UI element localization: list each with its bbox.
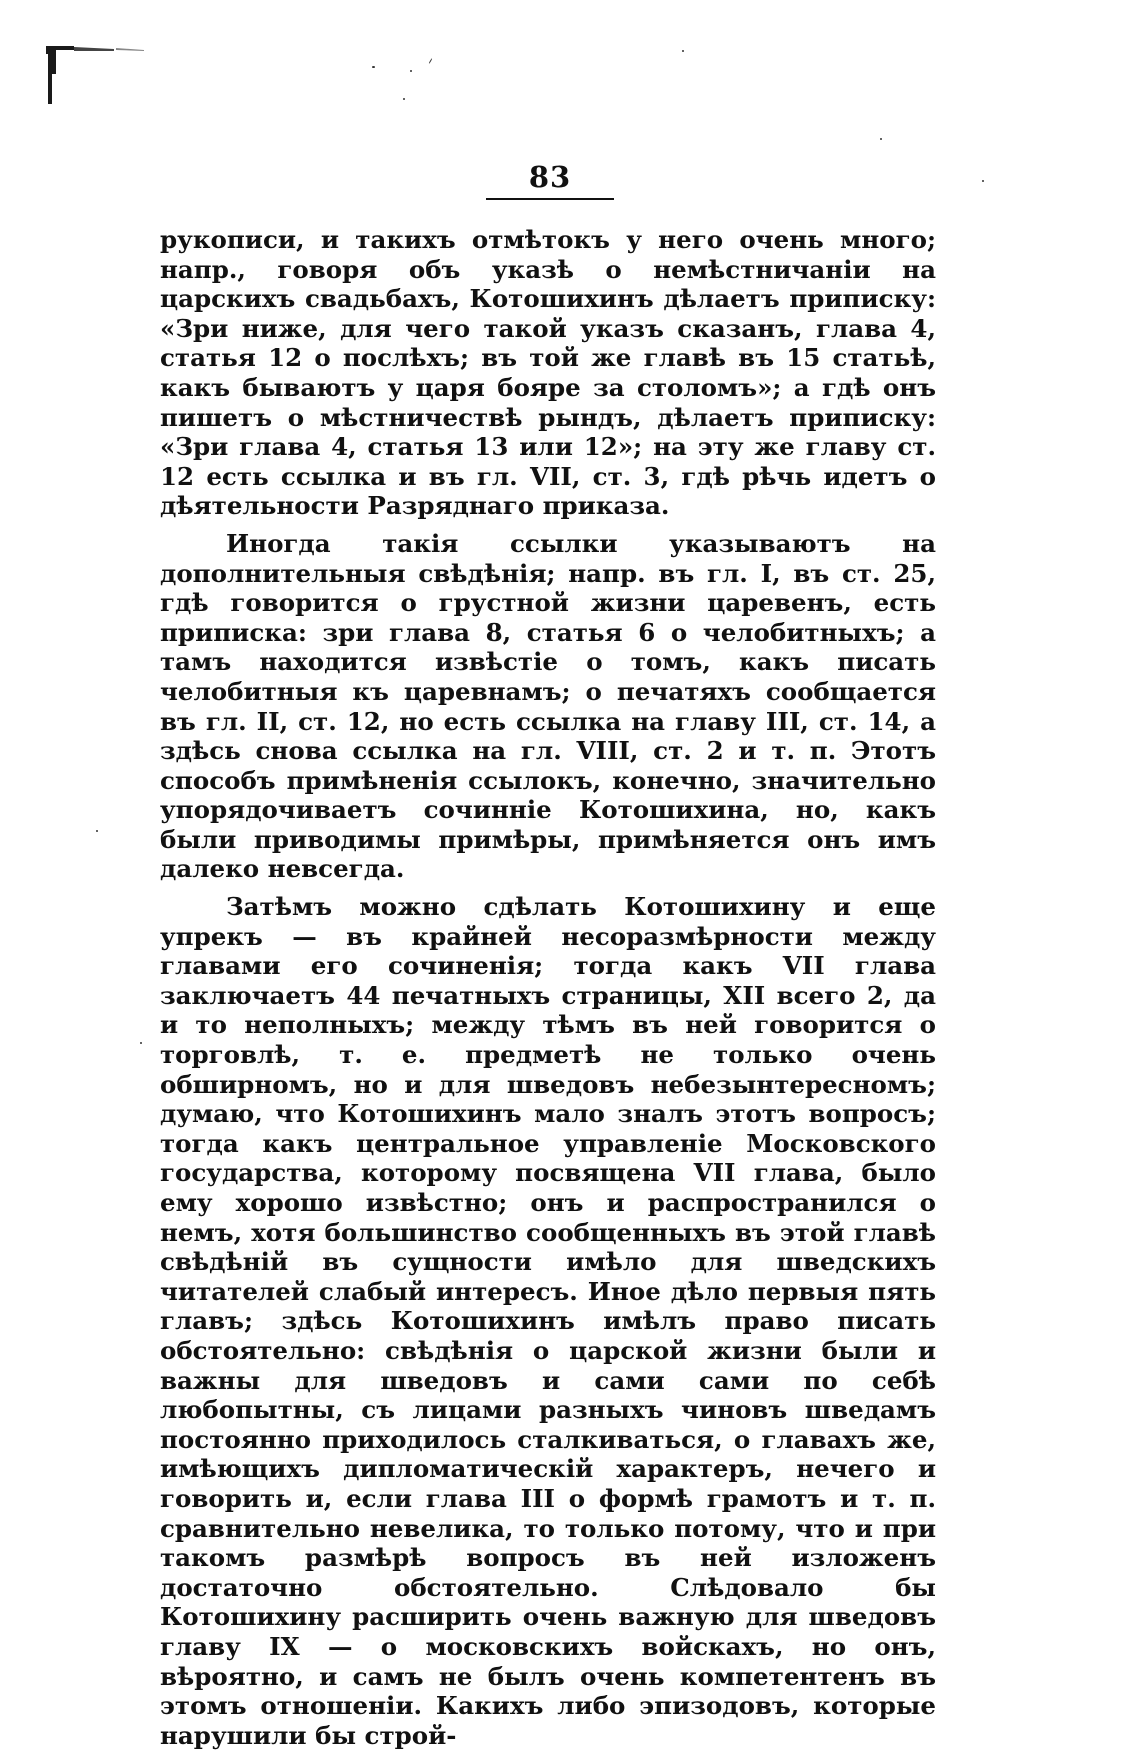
- scan-speck: [96, 830, 98, 832]
- page-number: 83: [486, 160, 614, 200]
- paragraph: рукописи, и такихъ отмѣтокъ у него очень много; напр., говоря объ указѣ о немѣстничаніи на царскихъ свадьбахъ, Котошихинъ дѣлаетъ приписку: «Зри ниже, для чего такой указъ сказанъ, глава 4, статья 12 о послѣхъ; въ той же главѣ въ 15 статьѣ, какъ бываютъ у царя бояре за столомъ»; а гдѣ онъ пишетъ о мѣстничествѣ рындъ, дѣлаетъ приписку: «Зри глава 4, статья 13 или 12»; на эту же главу ст. 12 есть ссылка и въ гл. VII, ст. 3, гдѣ рѣчь идетъ о дѣятельности Разряднаго приказа.: [160, 225, 936, 521]
- scan-edge-mark: [44, 44, 154, 114]
- paragraph: Затѣмъ можно сдѣлать Котошихину и еще упрекъ — въ крайней несоразмѣрности между главами его сочиненія; тогда какъ VII глава заключаетъ 44 печатныхъ страницы, XII всего 2, да и то неполныхъ; между тѣмъ въ ней говорится о торговлѣ, т. е. предметѣ не только очень обширномъ, но и для шведовъ небезынтересномъ; думаю, что Котошихинъ мало зналъ этотъ вопросъ; тогда какъ центральное управленіе Московского государства, которому посвящена VII глава, было ему хорошо извѣстно; онъ и распространился о немъ, хотя большинство сообщенныхъ въ этой главѣ свѣдѣній въ сущности имѣло для шведскихъ читателей слабый интересъ. Иное дѣло первыя пять главъ; здѣсь Котошихинъ имѣлъ право писать обстоятельно: свѣдѣнія о царской жизни были и важны для шведовъ и сами сами по себѣ любопытны, съ лицами разныхъ чиновъ шведамъ постоянно приходилось сталкиваться, о главахъ же, имѣющихъ дипломатическій характеръ, нечего и говорить и, если глава III о формѣ грамотъ и т. п. сравнительно невелика, то только потому, что и при такомъ размѣрѣ вопросъ въ ней изложенъ достаточно обстоятельно. Слѣдовало бы Котошихину расширить очень важную для шведовъ главу IX — о московскихъ войскахъ, но онъ, вѣроятно, и самъ не былъ очень компетентенъ въ этомъ отношеніи. Какихъ либо эпизодовъ, которые нарушили бы строй-: [160, 892, 936, 1750]
- scan-speck: [403, 98, 405, 100]
- page-body: [160, 225, 936, 1750]
- paragraph: Иногда такія ссылки указываютъ на дополнительныя свѣдѣнія; напр. въ гл. I, въ ст. 25, гдѣ говорится о грустной жизни царевенъ, есть приписка: зри глава 8, статья 6 о челобитныхъ; а тамъ находится извѣстіе о томъ, какъ писать челобитныя къ царевнамъ; о печатяхъ сообщается въ гл. II, ст. 12, но есть ссылка на главу III, ст. 14, а здѣсь снова ссылка на гл. VIII, ст. 2 и т. п. Этотъ способъ примѣненія ссылокъ, конечно, значительно упорядочиваетъ сочинніе Котошихина, но, какъ были приводимы примѣры, примѣняется онъ имъ далеко невсегда.: [160, 528, 936, 884]
- scan-speck: [410, 70, 412, 72]
- scan-speck: [880, 138, 882, 140]
- scan-speck: [140, 1042, 142, 1044]
- scan-speck: [682, 50, 684, 52]
- scan-speck: [372, 66, 375, 68]
- scan-speck: [429, 58, 433, 64]
- scan-speck: [982, 180, 984, 182]
